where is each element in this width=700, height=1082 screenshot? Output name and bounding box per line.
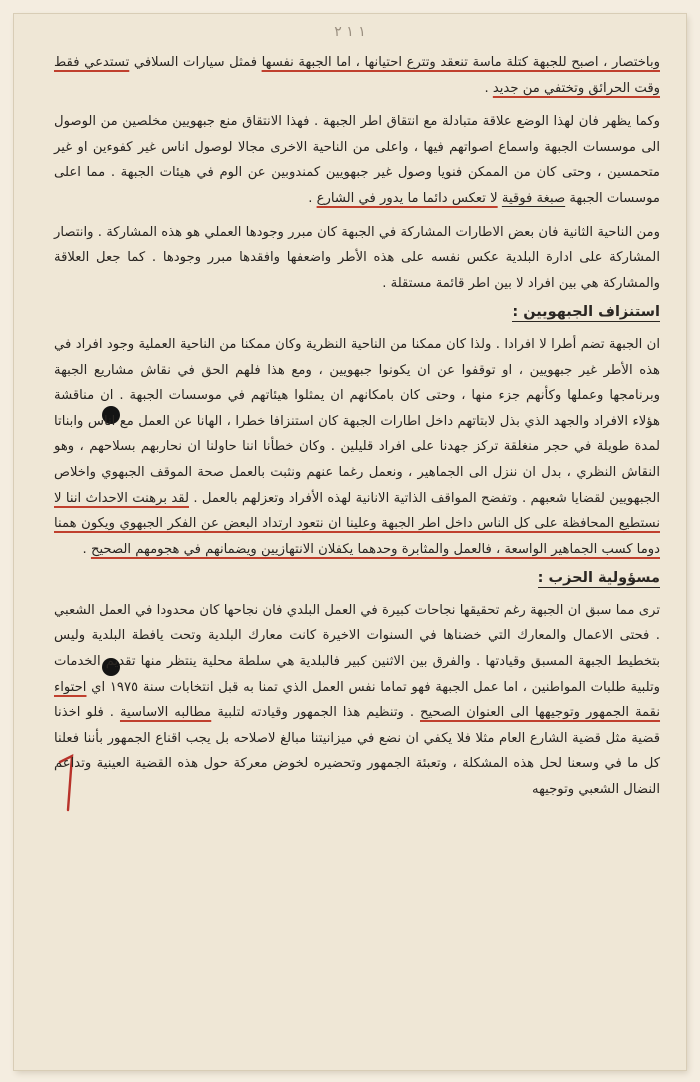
page-folio-number: ۲ ۱ ۱ xyxy=(334,24,366,40)
section-attrition xyxy=(54,332,660,562)
heading-party-responsibility: مسؤولية الحزب : xyxy=(537,570,660,587)
paragraph-text: ان الجبهة تضم أطرا لا افرادا . ولذا كان ممكنا من الناحية النظرية وكان ممكنا من الناحية العملية وجود افراد في هذه الأطر غير جبهويين ، او توقفوا عن ان يكونوا جبهويين ، ومع هذا فلهم الحق في نقاش مشاريع الجبهة وبرنامجها وعملها وكأنهم جزء منها ، وحتى كان بامكانهم ان يمثلوا هيئاتهم في موسسات الجبهة . ان مناقشة هؤلاء الافراد والجهد الذي بذل لابتاتهم داخل اطارات الجبهة كان استنزافا خطرا ، الهانا عن العمل مع اناس وابناتا لمدة طويلة في حجر منغلقة تركز جهدنا على افراد قليلين . وكان خطأنا اننا حاولنا ان نحاربهم بسلاحهم ، وهو النقاش النظري ، بدل ان ننزل الى الجماهير ، ونعمل رغما عنهم ونثبت بالعمل صحة الموقف الجبهوي واخلاص الجبهويين لقضايا شعبهم . وتفضح المواقف الذاتية الانانية لهذه الأفراد وتعزلهم بالعمل . xyxy=(54,336,660,506)
red-underlined-text: احتواء نقمة الجمهور وتوجيهها الى العنوان الصحيح xyxy=(54,679,661,721)
red-underlined-text: مطالبه الاساسية xyxy=(119,705,212,721)
paragraph-text: ومن الناحية الثانية فان بعض الاطارات المشاركة في الجبهة كان مبرر وجودها العملي هو هذه المشاركة . وانتصار المشاركة على ادارة البلدية عكس نفسه على هذه الأطر واضعفها وافقدها مبرر وجودها . كما جعل العلاقة والمشاركة هي بين افراد لا بين اطر قائمة مستقلة . xyxy=(54,224,660,291)
paragraph-p4 xyxy=(54,332,660,562)
paragraph-p3 xyxy=(54,220,660,297)
paragraph-text: . xyxy=(308,190,317,206)
paragraph-p1 xyxy=(54,50,660,101)
paragraph-text: فمثل سيارات السلافي xyxy=(129,55,262,70)
ink-underlined-text: صبغة فوقية xyxy=(501,190,566,206)
paragraph-text: . فلو اخذنا قضية مثل قضية الشارع العام مثلا فلا يكفي ان نضع في ميزانيتنا مبالغ لاصلاحه بل يجب اقناع الجمهور بأننا فعلنا كل ما في وسعنا لحل هذه المشكلة ، وتعبئة الجمهور وتحضيره لخوض معركة حول هذه القضية العينية وتداعم النضال الشعبي وتوجيهه xyxy=(54,705,660,798)
red-underlined-text: لا تعكس دائما ما يدور في الشارع xyxy=(316,190,498,206)
red-underlined-text: لقد برهنت الاحداث اننا لا نستطيع المحافظة على كل الناس داخل اطر الجبهة وعلينا ان نتعود ارتداد البعض عن الفكر الجبهوي ويكون همنا دوما كسب الجماهير الواسعة ، فالعمل والمثابرة وحدهما يكفلان الانتهازيين ويضمانهم في هجومهم الصحيح xyxy=(54,490,660,557)
section-party-responsibility xyxy=(54,598,660,803)
document-page xyxy=(14,14,686,1070)
paragraph-text: وكما يظهر فان لهذا الوضع علاقة متبادلة مع انتقاق اطر الجبهة . فهذا الانتقاق منع جبهويين مخلصين من الوصول الى موسسات الجبهة واسماع اصواتهم فيها ، واعلى من الناحية الاخرى مجالا لوصول اناس غير كفوءين او غير متحمسين ، وحتى كان من الممكن فنويا وصول غير جبهويين كمندوبين عن الوم في هيئات الجبهة . مما اعلى موسسات الجبهة xyxy=(54,114,660,206)
red-underlined-text: تستدعي فقط وقت الحرائق وتختفي من جديد xyxy=(54,55,660,96)
paragraph-text: . xyxy=(82,541,91,557)
paragraph-text: ترى مما سبق ان الجبهة رغم تحقيقها نجاحات كبيرة في العمل البلدي فان نجاحها كان محدودا في العمل الشعبي . فحتى الاعمال والمعارك التي خضناها في السنوات الاخيرة كانت معارك البلدية وتحت يافطة البلدية وليس بتخطيط الجبهة المسبق وقيادتها . والفرق بين الاثنين كبير فالبلدية هي سلطة محلية ينتظر منها تقديم الخدمات وتلبية طلبات المواطنين ، اما عمل الجبهة فهو تماما نفس العمل الذي تمنا به قبل انتخابات سنة ١٩٧٥ اي xyxy=(54,602,660,695)
intro-paragraphs xyxy=(54,50,660,296)
paragraph-text: . xyxy=(484,80,493,96)
heading-attrition: استنزاف الجبهويين : xyxy=(512,304,660,321)
paragraph-p2 xyxy=(54,109,660,211)
paragraph-text: . وتنظيم هذا الجمهور وقيادته لتلبية xyxy=(211,705,420,721)
paragraph-p5 xyxy=(54,598,660,803)
document-body xyxy=(54,50,660,1060)
red-underlined-text: وباختصار ، اصبح للجبهة كتلة ماسة تنعقد وتترع احتيانها ، اما الجبهة نفسها xyxy=(261,55,660,70)
